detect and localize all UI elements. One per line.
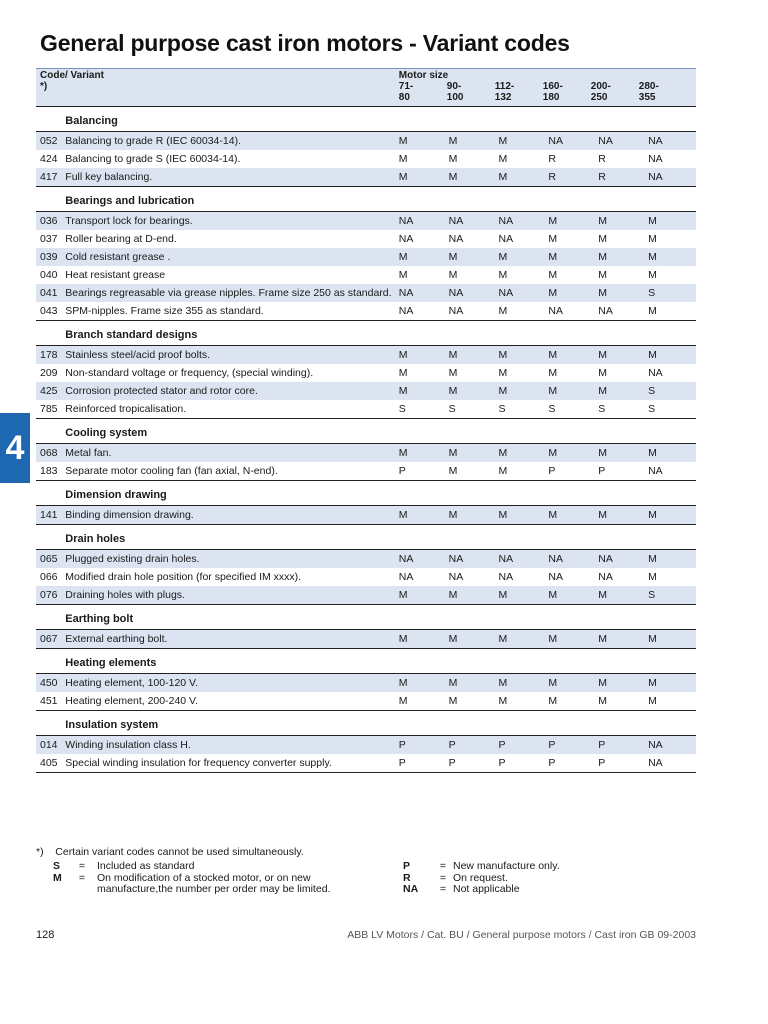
availability-cell: M — [398, 153, 408, 165]
availability-cell: M — [448, 269, 458, 281]
availability-cell: P — [497, 754, 547, 773]
variant-description: Separate motor cooling fan (fan axial, N-end). — [65, 462, 397, 481]
availability-cell: M — [397, 168, 447, 187]
table-row — [36, 168, 696, 187]
variant-description: Balancing to grade R (IEC 60034-14). — [65, 132, 397, 151]
availability-cell: NA — [646, 462, 696, 481]
table-row — [36, 150, 696, 168]
variant-description: Heat resistant grease — [65, 269, 166, 281]
availability-cell: M — [596, 586, 646, 605]
availability-cell: M — [398, 269, 408, 281]
availability-cell: M — [497, 586, 547, 605]
group-header-row — [36, 605, 696, 630]
availability-cell: NA — [448, 571, 464, 583]
availability-cell: M — [397, 674, 447, 693]
legend-eq: = — [439, 860, 447, 872]
table-row — [36, 462, 696, 481]
availability-cell: NA — [447, 284, 497, 302]
availability-cell: NA — [447, 212, 497, 231]
availability-cell: NA — [397, 550, 447, 569]
variant-code: 014 — [36, 736, 65, 755]
availability-cell: M — [397, 444, 447, 463]
group-spacer — [36, 419, 65, 444]
size-160-180: 160- 180 — [542, 81, 563, 103]
variant-description: Draining holes with plugs. — [65, 586, 397, 605]
table-header — [36, 69, 696, 107]
availability-cell: NA — [498, 233, 514, 245]
asterisk-marker: *) — [40, 81, 48, 92]
legend-item — [36, 873, 337, 896]
table-row — [36, 364, 696, 382]
availability-cell: M — [447, 586, 497, 605]
availability-cell: M — [498, 269, 508, 281]
availability-cell: M — [646, 248, 696, 266]
variant-description: Stainless steel/acid proof bolts. — [65, 346, 397, 365]
variant-description: Balancing to grade S (IEC 60034-14). — [65, 153, 241, 165]
availability-cell: M — [546, 586, 596, 605]
availability-cell: NA — [646, 754, 696, 773]
legend-desc: New manufacture only. — [453, 860, 560, 872]
table-row — [36, 400, 696, 419]
group-header-row — [36, 107, 696, 132]
group-spacer — [36, 711, 65, 736]
table-row — [36, 506, 696, 525]
availability-cell: M — [596, 630, 646, 649]
table-row — [36, 674, 696, 693]
availability-cell: M — [596, 346, 646, 365]
availability-cell: S — [646, 586, 696, 605]
availability-cell: NA — [648, 367, 663, 379]
availability-cell: M — [497, 462, 547, 481]
availability-cell: NA — [648, 153, 663, 165]
variant-description: Cold resistant grease . — [65, 248, 397, 266]
table-row — [36, 586, 696, 605]
availability-cell: M — [598, 233, 607, 245]
availability-cell: P — [546, 736, 596, 755]
variant-description: Reinforced tropicalisation. — [65, 400, 397, 419]
availability-cell: M — [648, 571, 657, 583]
availability-cell: M — [447, 168, 497, 187]
availability-cell: NA — [598, 571, 613, 583]
availability-cell: M — [397, 248, 447, 266]
availability-cell: M — [646, 550, 696, 569]
group-header-row — [36, 525, 696, 550]
availability-cell: M — [447, 506, 497, 525]
availability-cell: M — [397, 630, 447, 649]
availability-cell: NA — [397, 302, 447, 321]
variant-description: Metal fan. — [65, 444, 397, 463]
availability-cell: R — [598, 153, 606, 165]
variant-description: Transport lock for bearings. — [65, 212, 397, 231]
availability-cell: NA — [596, 302, 646, 321]
availability-cell: R — [596, 168, 646, 187]
availability-cell: NA — [447, 302, 497, 321]
availability-cell: NA — [398, 233, 414, 245]
table-row — [36, 736, 696, 755]
variant-code: 178 — [36, 346, 65, 365]
availability-cell: M — [497, 444, 547, 463]
availability-cell: M — [546, 382, 596, 400]
table-row — [36, 692, 696, 711]
availability-cell: M — [397, 132, 447, 151]
table-row — [36, 568, 696, 586]
variant-description: Heating element, 100-120 V. — [65, 674, 397, 693]
availability-cell: NA — [448, 233, 464, 245]
asterisk-note — [36, 846, 304, 858]
size-71-80: 71- 80 — [398, 81, 414, 103]
availability-cell: M — [497, 168, 547, 187]
availability-cell: M — [546, 630, 596, 649]
variant-code: 041 — [36, 284, 65, 302]
variant-description: Full key balancing. — [65, 168, 397, 187]
availability-cell: P — [447, 754, 497, 773]
table-row — [36, 266, 696, 284]
table-row — [36, 284, 696, 302]
variant-description: Bearings regreasable via grease nipples. Frame size 250 as standard. — [65, 284, 397, 302]
asterisk-note-mark: *) — [36, 846, 44, 858]
group-title: Dimension drawing — [65, 481, 696, 506]
availability-cell: M — [548, 367, 558, 379]
availability-cell: S — [646, 284, 696, 302]
group-spacer — [36, 107, 65, 132]
availability-cell: P — [596, 462, 646, 481]
availability-cell: S — [646, 400, 696, 419]
variant-code: 417 — [36, 168, 65, 187]
availability-cell: P — [447, 736, 497, 755]
availability-cell: NA — [497, 212, 547, 231]
availability-cell: NA — [497, 550, 547, 569]
page-title: General purpose cast iron motors - Variant codes — [40, 30, 570, 56]
availability-cell: NA — [497, 284, 547, 302]
table-row — [36, 302, 696, 321]
variant-description: Plugged existing drain holes. — [65, 550, 397, 569]
chapter-tab: 4 — [0, 413, 30, 483]
availability-cell: M — [646, 212, 696, 231]
availability-cell: S — [447, 400, 497, 419]
availability-cell: P — [546, 754, 596, 773]
variant-code: 141 — [36, 506, 65, 525]
group-title: Insulation system — [65, 711, 696, 736]
group-title: Heating elements — [65, 649, 696, 674]
availability-cell: M — [546, 248, 596, 266]
availability-cell: M — [548, 269, 558, 281]
variant-code: 183 — [36, 462, 65, 481]
availability-cell: M — [646, 692, 696, 711]
availability-cell: P — [397, 754, 447, 773]
availability-cell: P — [397, 736, 447, 755]
availability-cell: NA — [397, 284, 447, 302]
table-row — [36, 248, 696, 266]
availability-cell: M — [497, 132, 547, 151]
legend-key: S — [53, 860, 61, 872]
availability-cell: M — [447, 692, 497, 711]
availability-cell: M — [546, 692, 596, 711]
variant-code: 067 — [36, 630, 65, 649]
availability-cell: M — [498, 153, 508, 165]
variant-description: Special winding insulation for frequency converter supply. — [65, 754, 397, 773]
availability-cell: M — [596, 284, 646, 302]
variant-description: Roller bearing at D-end. — [65, 233, 177, 245]
availability-cell: P — [596, 754, 646, 773]
table-row — [36, 132, 696, 151]
group-header-row — [36, 481, 696, 506]
availability-cell: M — [646, 674, 696, 693]
availability-cell: NA — [646, 132, 696, 151]
availability-cell: P — [397, 462, 447, 481]
availability-cell: S — [546, 400, 596, 419]
availability-cell: M — [646, 444, 696, 463]
legend-key: P — [403, 860, 411, 872]
availability-cell: NA — [646, 168, 696, 187]
availability-cell: NA — [548, 571, 563, 583]
availability-cell: M — [548, 233, 558, 245]
variant-code: 036 — [36, 212, 65, 231]
legend-item — [403, 873, 693, 885]
group-spacer — [36, 525, 65, 550]
legend-key: NA — [403, 883, 419, 895]
availability-cell: M — [596, 382, 646, 400]
group-spacer — [36, 481, 65, 506]
variant-codes-table — [36, 68, 696, 773]
variant-code: 785 — [36, 400, 65, 419]
availability-cell: M — [596, 444, 646, 463]
availability-cell: M — [447, 462, 497, 481]
group-header-row — [36, 649, 696, 674]
availability-cell: NA — [596, 550, 646, 569]
variant-code: 065 — [36, 550, 65, 569]
availability-cell: M — [447, 248, 497, 266]
availability-cell: P — [596, 736, 646, 755]
variant-code: 209 — [40, 367, 58, 379]
table-row — [36, 382, 696, 400]
availability-cell: M — [447, 382, 497, 400]
availability-cell: M — [546, 674, 596, 693]
group-title: Branch standard designs — [65, 321, 696, 346]
availability-cell: M — [447, 630, 497, 649]
variant-code: 037 — [40, 233, 58, 245]
legend-key: M — [53, 871, 62, 884]
variant-description: External earthing bolt. — [65, 630, 397, 649]
availability-cell: M — [498, 367, 508, 379]
legend-item — [36, 861, 337, 873]
table-body — [36, 107, 696, 773]
variant-code: 451 — [36, 692, 65, 711]
variant-code: 039 — [36, 248, 65, 266]
availability-cell: M — [497, 630, 547, 649]
group-title: Drain holes — [65, 525, 696, 550]
availability-cell: M — [546, 284, 596, 302]
group-title: Earthing bolt — [65, 605, 696, 630]
availability-cell: M — [497, 248, 547, 266]
availability-cell: NA — [546, 302, 596, 321]
motor-size-label: Motor size — [398, 70, 449, 81]
availability-cell: S — [596, 400, 646, 419]
size-112-132: 112- 132 — [494, 81, 515, 103]
availability-cell: NA — [546, 550, 596, 569]
legend-desc: Not applicable — [453, 883, 520, 895]
availability-cell: M — [546, 346, 596, 365]
availability-cell: M — [648, 269, 657, 281]
availability-cell: M — [646, 506, 696, 525]
legend-eq: = — [439, 871, 447, 884]
variant-code: 425 — [36, 382, 65, 400]
variant-code: 052 — [36, 132, 65, 151]
availability-cell: M — [546, 506, 596, 525]
availability-cell: M — [497, 302, 547, 321]
availability-cell: M — [497, 382, 547, 400]
legend-desc: On modification of a stocked motor, or on new manufacture,the number per order may be limited. — [97, 871, 331, 895]
variant-description: SPM-nipples. Frame size 355 as standard. — [65, 302, 397, 321]
availability-cell: M — [596, 212, 646, 231]
availability-cell: NA — [447, 550, 497, 569]
variant-description: Binding dimension drawing. — [65, 506, 397, 525]
availability-cell: S — [646, 382, 696, 400]
page-footer: ABB LV Motors / Cat. BU / General purpose motors / Cast iron GB 09-2003 — [347, 929, 696, 941]
availability-cell: M — [596, 692, 646, 711]
table-row — [36, 444, 696, 463]
legend-eq: = — [439, 883, 447, 895]
variant-description: Modified drain hole position (for specified IM xxxx). — [65, 571, 302, 583]
legend-desc: On request. — [453, 871, 508, 884]
size-200-250: 200- 250 — [590, 81, 611, 103]
group-header-row — [36, 419, 696, 444]
availability-cell: M — [447, 444, 497, 463]
group-spacer — [36, 649, 65, 674]
group-spacer — [36, 605, 65, 630]
availability-cell: M — [646, 302, 696, 321]
availability-cell: M — [596, 248, 646, 266]
table-row — [36, 346, 696, 365]
availability-cell: S — [397, 400, 447, 419]
legend-eq: = — [78, 860, 86, 872]
size-280-355: 280- 355 — [638, 81, 659, 103]
availability-cell: NA — [646, 736, 696, 755]
group-title: Balancing — [65, 107, 696, 132]
group-header-row — [36, 711, 696, 736]
group-title: Cooling system — [65, 419, 696, 444]
availability-cell: M — [448, 153, 458, 165]
variant-code: 450 — [36, 674, 65, 693]
availability-cell: R — [546, 168, 596, 187]
availability-cell: M — [397, 692, 447, 711]
availability-cell: M — [447, 132, 497, 151]
group-header-row — [36, 187, 696, 212]
variant-code: 405 — [36, 754, 65, 773]
variant-code: 066 — [40, 571, 58, 583]
availability-cell: NA — [546, 132, 596, 151]
variant-code: 424 — [40, 153, 58, 165]
availability-cell: M — [546, 444, 596, 463]
code-variant-header — [36, 69, 397, 107]
availability-cell: M — [447, 346, 497, 365]
group-header-row — [36, 321, 696, 346]
table-row — [36, 630, 696, 649]
availability-cell: NA — [498, 571, 514, 583]
availability-cell: NA — [596, 132, 646, 151]
availability-cell: M — [398, 367, 408, 379]
availability-cell: M — [397, 346, 447, 365]
availability-cell: M — [497, 346, 547, 365]
motor-size-columns — [399, 81, 696, 103]
legend-key: R — [403, 871, 411, 884]
legend-eq: = — [78, 871, 86, 884]
availability-cell: M — [646, 346, 696, 365]
availability-cell: M — [646, 630, 696, 649]
availability-cell: NA — [397, 212, 447, 231]
availability-cell: M — [596, 674, 646, 693]
availability-cell: M — [546, 212, 596, 231]
availability-cell: M — [598, 269, 607, 281]
table-row — [36, 550, 696, 569]
availability-cell: P — [497, 736, 547, 755]
availability-cell: M — [497, 674, 547, 693]
variant-code: 040 — [40, 269, 58, 281]
page-number: 128 — [36, 929, 55, 941]
availability-cell: M — [596, 506, 646, 525]
availability-cell: NA — [398, 571, 414, 583]
legend-item — [403, 861, 693, 873]
availability-cell: M — [497, 692, 547, 711]
variant-description: Non-standard voltage or frequency, (special winding). — [65, 367, 314, 379]
availability-cell: M — [397, 382, 447, 400]
availability-cell: R — [548, 153, 556, 165]
code-variant-label: Code/ Variant — [40, 70, 104, 81]
availability-cell: M — [397, 506, 447, 525]
table-row — [36, 212, 696, 231]
availability-cell: M — [598, 367, 607, 379]
variant-code: 068 — [36, 444, 65, 463]
legend-desc: Included as standard — [97, 860, 195, 872]
availability-cell: M — [447, 674, 497, 693]
availability-cell: M — [648, 233, 657, 245]
legend-item — [403, 884, 693, 896]
variant-description: Corrosion protected stator and rotor core. — [65, 382, 397, 400]
availability-cell: M — [497, 506, 547, 525]
motor-size-header — [397, 69, 696, 107]
group-spacer — [36, 187, 65, 212]
availability-cell: S — [497, 400, 547, 419]
legend-right — [403, 861, 693, 896]
availability-cell: M — [397, 586, 447, 605]
group-spacer — [36, 321, 65, 346]
size-90-100: 90- 100 — [446, 81, 464, 103]
group-title: Bearings and lubrication — [65, 187, 696, 212]
legend-left — [36, 861, 337, 896]
availability-cell: P — [546, 462, 596, 481]
variant-description: Heating element, 200-240 V. — [65, 692, 397, 711]
table-row — [36, 230, 696, 248]
variant-code: 076 — [36, 586, 65, 605]
variant-code: 043 — [36, 302, 65, 321]
asterisk-note-text: Certain variant codes cannot be used simultaneously. — [55, 846, 304, 858]
variant-description: Winding insulation class H. — [65, 736, 397, 755]
table-row — [36, 754, 696, 773]
availability-cell: M — [448, 367, 458, 379]
